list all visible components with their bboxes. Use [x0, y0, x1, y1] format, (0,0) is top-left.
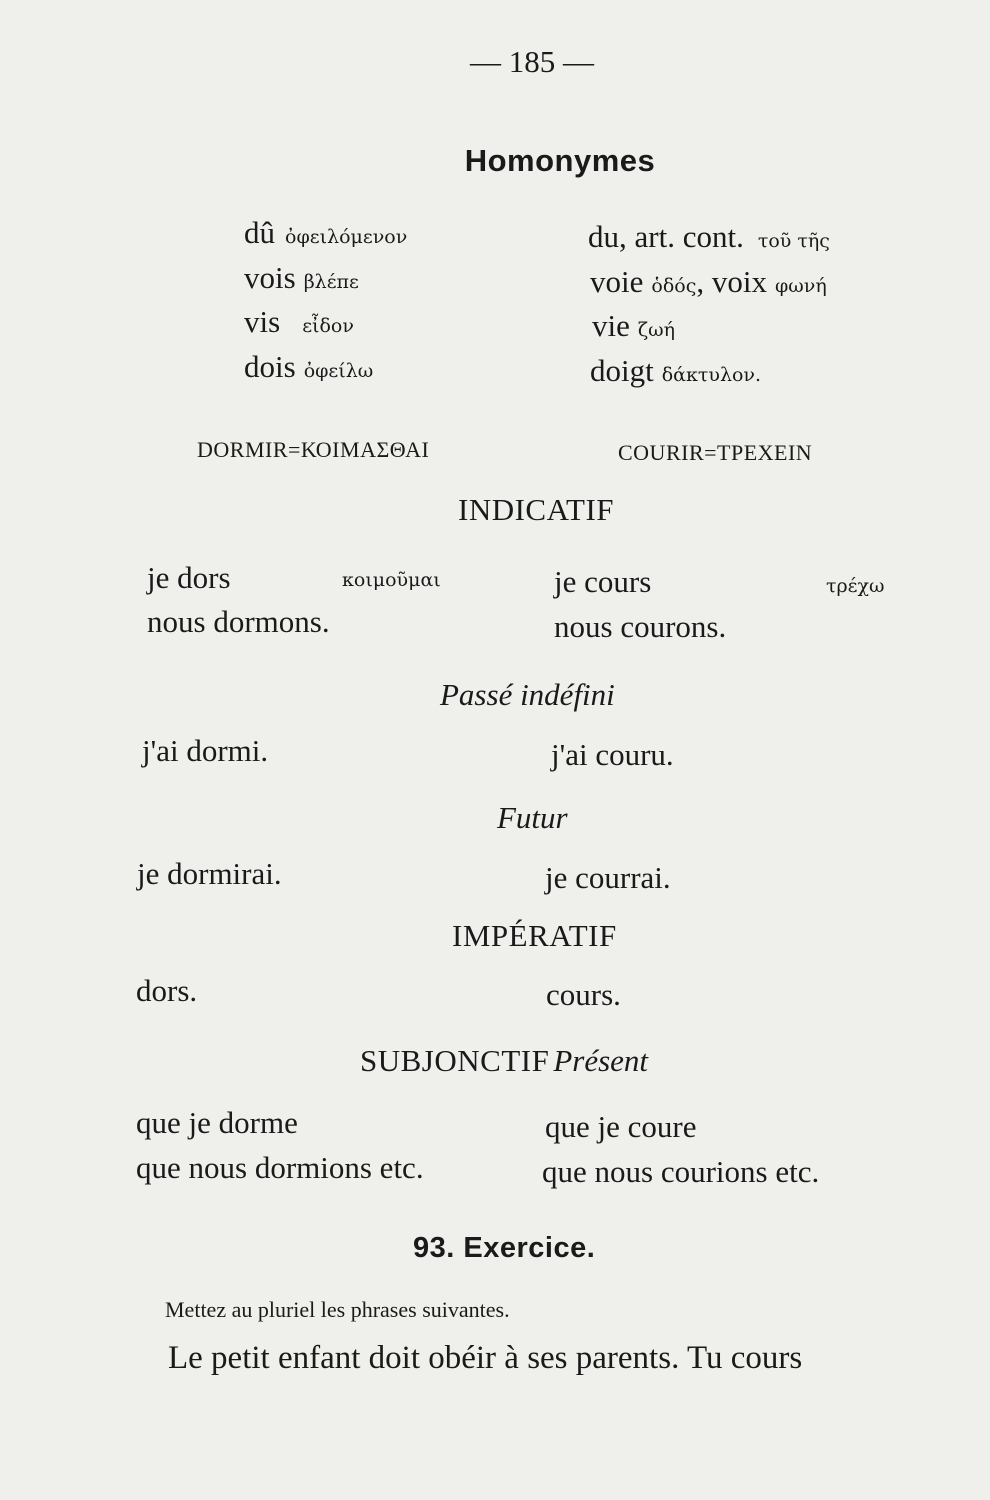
- indicatif-left-greek: κοιμοῦμαι: [342, 569, 441, 591]
- passe-right: j'ai couru.: [551, 737, 674, 772]
- heading-indicatif: INDICATIF: [458, 492, 615, 527]
- homonym-fr: vois: [244, 260, 296, 295]
- homonym-gr: ζωή: [637, 319, 676, 341]
- indicatif-right-2: nous courons.: [554, 609, 727, 644]
- homonym-right-1: [588, 219, 830, 255]
- heading-subjonctif: [360, 1043, 648, 1079]
- homonym-gr: εἶδον: [302, 315, 354, 337]
- heading-passe-indefini: Passé indéfini: [440, 677, 615, 712]
- subjonctif-tense: Présent: [553, 1043, 649, 1078]
- homonym-fr: , voix: [696, 264, 767, 299]
- futur-left: je dormirai.: [137, 856, 282, 891]
- subjonctif-right-2: que nous courions etc.: [542, 1154, 820, 1189]
- homonym-fr: vis: [244, 304, 281, 339]
- homonym-gr: βλέπε: [303, 271, 359, 293]
- homonym-gr: δάκτυλον.: [661, 364, 762, 386]
- passe-left: j'ai dormi.: [142, 733, 269, 768]
- indicatif-right-1: je cours: [554, 564, 652, 599]
- homonym-fr: vie: [592, 308, 630, 343]
- subjonctif-left-1: que je dorme: [136, 1105, 298, 1140]
- section-title: Homonymes: [464, 143, 656, 178]
- exercise-title: 93. Exercice.: [413, 1232, 596, 1264]
- homonym-right-2: [590, 264, 827, 300]
- subjonctif-right-1: que je coure: [545, 1109, 697, 1144]
- heading-imperatif: IMPÉRATIF: [452, 918, 617, 953]
- subjonctif-left-2: que nous dormions etc.: [136, 1150, 424, 1185]
- indicatif-right-greek: τρέχω: [826, 575, 885, 597]
- indicatif-left-1: je dors: [147, 560, 231, 595]
- verb-heading-courir: COURIR=ΤΡΕΧΕΙΝ: [618, 440, 813, 465]
- homonym-fr: dois: [244, 349, 296, 384]
- subjonctif-label: SUBJONCTIF: [360, 1043, 550, 1078]
- exercise-instruction: Mettez au pluriel les phrases suivantes.: [165, 1297, 510, 1322]
- imperatif-left: dors.: [136, 973, 198, 1008]
- imperatif-right: cours.: [546, 977, 621, 1012]
- futur-right: je courrai.: [545, 860, 671, 895]
- homonym-fr: voie: [590, 264, 644, 299]
- homonym-gr: ὀφειλόμενον: [285, 226, 408, 248]
- exercise-sentence: Le petit enfant doit obéir à ses parents. Tu cours: [168, 1340, 803, 1376]
- homonym-fr: doigt: [590, 353, 654, 388]
- homonym-gr: τοῦ τῆς: [757, 230, 830, 252]
- homonym-fr: du, art. cont.: [588, 219, 744, 254]
- homonym-left-3: [244, 304, 354, 340]
- homonym-gr: ὁδός: [651, 275, 697, 297]
- verb-heading-dormir: DORMIR=ΚΟΙΜΑΣΘΑΙ: [197, 437, 430, 462]
- homonym-right-3: [592, 308, 675, 344]
- homonym-gr: ὀφείλω: [303, 360, 374, 382]
- homonym-gr: φωνή: [774, 275, 827, 297]
- homonym-right-4: [590, 353, 761, 389]
- homonym-left-1: [244, 215, 407, 251]
- heading-futur: Futur: [497, 800, 568, 835]
- homonym-left-2: [244, 260, 359, 296]
- homonym-left-4: [244, 349, 373, 385]
- homonym-fr: dû: [244, 215, 275, 250]
- indicatif-left-2: nous dormons.: [147, 604, 330, 639]
- page-number: — 185 —: [470, 44, 594, 79]
